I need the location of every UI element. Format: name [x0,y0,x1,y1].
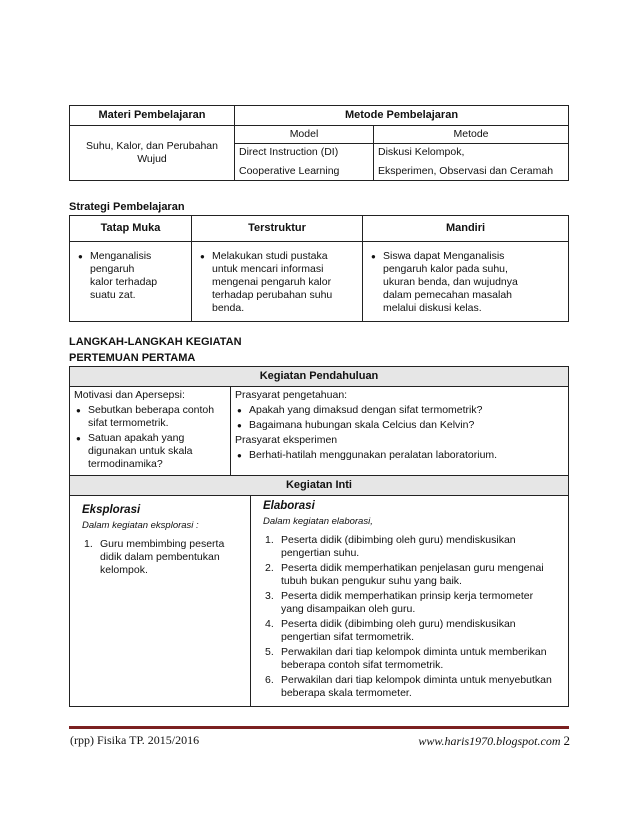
eksplorasi-item-text: Guru membimbing peserta didik dalam pembentukan kelompok. [100,538,225,576]
tatap-muka-header: Tatap Muka [70,216,192,242]
materi-header: Materi Pembelajaran [70,106,235,126]
footer-website: www.haris1970.blogspot.com [418,734,561,748]
motivasi-item: ● Satuan apakah yang digunakan untuk skala termodinamika? [74,432,226,471]
pendahuluan-title: Kegiatan Pendahuluan [70,367,569,387]
mandiri-header: Mandiri [363,216,569,242]
eksperimen-label: Prasyarat eksperimen [235,434,338,446]
motivasi-cell [70,387,231,476]
footer-divider [69,726,569,729]
elaborasi-item-number: 6. [265,674,274,686]
inti-title: Kegiatan Inti [70,476,569,496]
elaborasi-item-text: Peserta didik memperhatikan prinsip kerja termometer yang disampaikan oleh guru. [281,590,534,615]
elaborasi-item-text: Peserta didik memperhatikan penjelasan guru mengenai tubuh bukan pengukur suhu yang baik. [281,562,544,587]
strategi-table [69,215,569,322]
elaborasi-item-text: Perwakilan dari tiap kelompok diminta untuk memberikan beberapa contoh sifat termometrik. [281,646,547,671]
footer-right [418,733,570,749]
metode-cell [374,144,569,181]
elaborasi-item [263,618,554,644]
metode-item: Diskusi Kelompok, [378,146,465,158]
elaborasi-item-text: Peserta didik (dibimbing oleh guru) mendiskusikan pengertian suhu. [281,534,516,559]
pendahuluan-table [69,366,569,476]
elaborasi-cell [251,496,569,707]
mandiri-cell [363,242,569,322]
tatap-muka-cell [70,242,192,322]
motivasi-item: ● Sebutkan beberapa contoh sifat termometrik. [74,404,226,430]
elaborasi-item-number: 1. [265,534,274,546]
metode-header: Metode Pembelajaran [235,106,569,126]
terstruktur-cell [192,242,363,322]
metode-subheader: Metode [374,126,569,144]
footer-left-text: (rpp) Fisika TP. 2015/2016 [70,733,200,747]
terstruktur-header: Terstruktur [192,216,363,242]
elaborasi-item [263,590,554,616]
elaborasi-item-text: Perwakilan dari tiap kelompok diminta untuk menyebutkan beberapa skala termometer. [281,674,552,699]
pertemuan-label: PERTEMUAN PERTAMA [69,352,196,364]
langkah-label: LANGKAH-LANGKAH KEGIATAN [69,336,242,348]
elaborasi-item [263,674,554,700]
motivasi-label: Motivasi dan Apersepsi: [74,389,185,401]
metode-item: Eksperimen, Observasi dan Ceramah [378,165,554,177]
prasyarat-item: ● Bagaimana hubungan skala Celcius dan Kelvin? [235,419,564,432]
prasyarat-item: ● Apakah yang dimaksud dengan sifat termometrik? [235,404,564,417]
eksplorasi-sub: Dalam kegiatan eksplorasi : [82,520,199,531]
eksplorasi-title: Eksplorasi [82,504,141,516]
tatap-muka-item: ● Menganalisis pengaruh kalor terhadap suatu zat. [76,250,159,302]
model-subheader: Model [235,126,374,144]
inti-table [69,475,569,707]
terstruktur-item: ● Melakukan studi pustaka untuk mencari informasi mengenai pengaruh kalor terhadap perubahan suhu benda. [198,250,338,315]
elaborasi-item [263,534,554,560]
strategi-label: Strategi Pembelajaran [69,201,185,213]
model-cell [235,144,374,181]
elaborasi-item-number: 5. [265,646,274,658]
elaborasi-item-number: 3. [265,590,274,602]
elaborasi-item-number: 4. [265,618,274,630]
materi-cell: Suhu, Kalor, dan Perubahan Wujud [70,126,235,181]
elaborasi-item [263,646,554,672]
model-item: Cooperative Learning [239,165,340,177]
elaborasi-item-text: Peserta didik (dibimbing oleh guru) mendiskusikan pengertian sifat termometrik. [281,618,516,643]
model-item: Direct Instruction (DI) [239,146,339,158]
eksplorasi-item-number: 1. [84,538,93,550]
eksperimen-item: ● Berhati-hatilah menggunakan peralatan laboratorium. [235,449,564,462]
elaborasi-sub: Dalam kegiatan elaborasi, [263,516,373,527]
materi-metode-table [69,105,569,181]
eksplorasi-item [82,538,242,577]
elaborasi-item [263,562,554,588]
mandiri-item: ● Siswa dapat Menganalisis pengaruh kalor pada suhu, ukuran benda, dan wujudnya dalam pemecahan masalah melalui diskusi kelas. [369,250,542,315]
prasyarat-cell [231,387,569,476]
elaborasi-item-number: 2. [265,562,274,574]
elaborasi-title: Elaborasi [263,500,315,512]
eksplorasi-cell [70,496,251,707]
prasyarat-label: Prasyarat pengetahuan: [235,389,348,401]
page-number: 2 [563,733,570,748]
